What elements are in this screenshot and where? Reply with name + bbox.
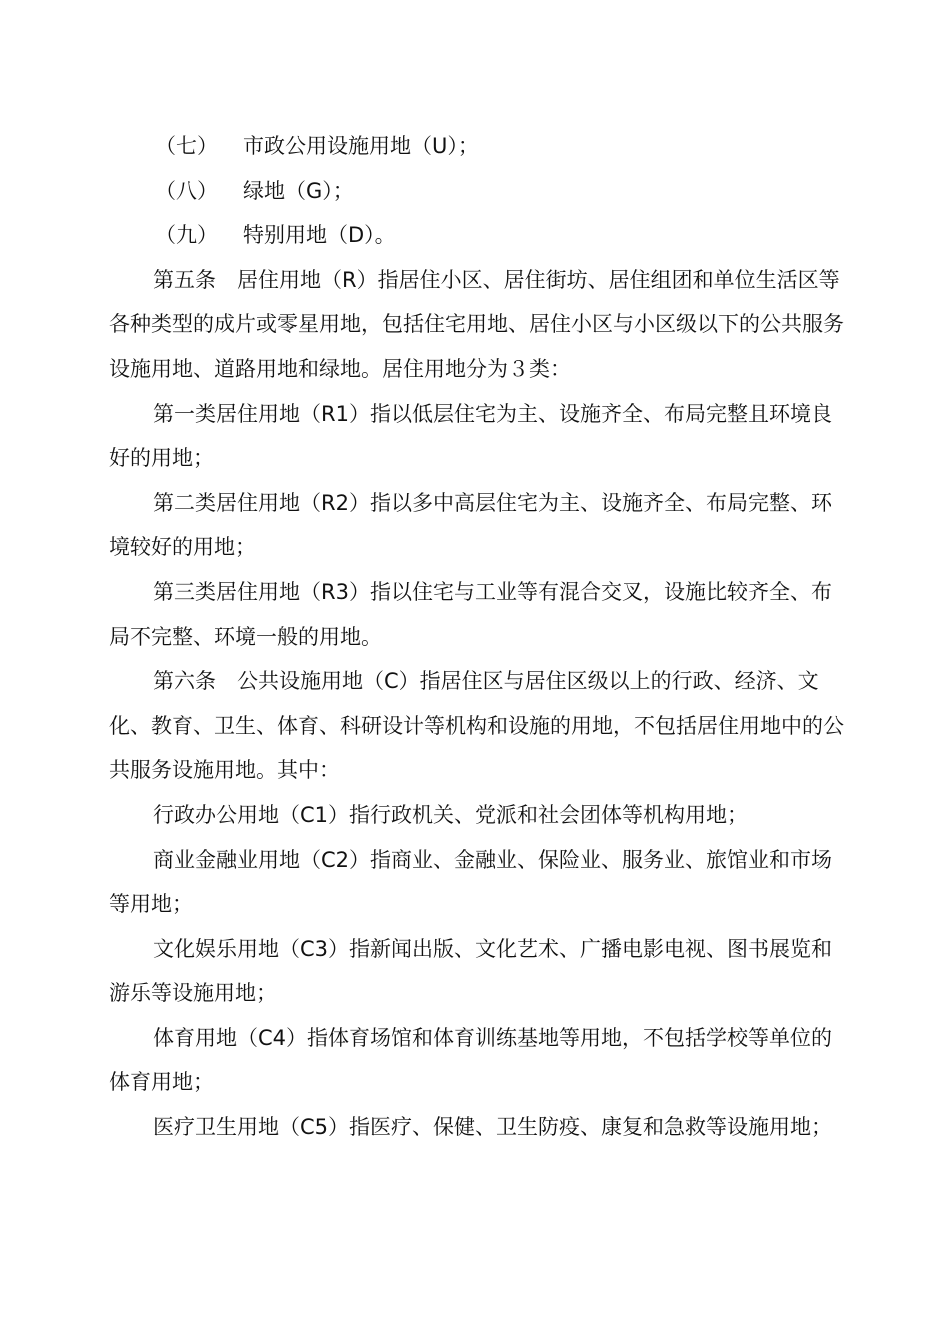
list-item-text: 特别用地（D）。	[243, 223, 396, 248]
article-6-paragraph: 第六条 公共设施用地（C）指居住区与居住区级以上的行政、经济、文化、教育、卫生、体育、科研设计等机构和设施的用地，不包括居住用地中的公共服务设施用地。其中：	[109, 669, 844, 783]
c2-definition-paragraph: 商业金融业用地（C2）指商业、金融业、保险业、服务业、旅馆业和市场等用地；	[109, 847, 833, 917]
r1-definition-paragraph: 第一类居住用地（R1）指以低层住宅为主、设施齐全、布局完整且环境良好的用地；	[109, 401, 832, 471]
list-item-number: （八）	[155, 178, 218, 203]
r3-definition-paragraph: 第三类居住用地（R3）指以住宅与工业等有混合交叉，设施比较齐全、布局不完整、环境一般的用地。	[109, 579, 832, 649]
list-item-text: 绿地（G）；	[243, 178, 354, 203]
list-item	[155, 169, 849, 214]
article-5-paragraph: 第五条 居住用地（R）指居住小区、居住街坊、居住组团和单位生活区等各种类型的成片或零星用地，包括住宅用地、居住小区与小区级以下的公共服务设施用地、道路用地和绿地。居住用地分为３类：	[109, 267, 844, 381]
c1-definition-paragraph: 行政办公用地（C1）指行政机关、党派和社会团体等机构用地；	[153, 802, 749, 827]
document-body	[109, 124, 849, 1150]
list-item-number: （九）	[155, 223, 218, 248]
r2-definition-paragraph: 第二类居住用地（R2）指以多中高层住宅为主、设施齐全、布局完整、环境较好的用地；	[109, 490, 832, 560]
c5-definition-paragraph: 医疗卫生用地（C5）指医疗、保健、卫生防疫、康复和急救等设施用地；	[153, 1115, 833, 1140]
list-item	[155, 124, 849, 169]
c4-definition-paragraph: 体育用地（C4）指体育场馆和体育训练基地等用地，不包括学校等单位的体育用地；	[109, 1025, 833, 1095]
list-item-number: （七）	[155, 134, 218, 158]
list-item-text: 市政公用设施用地（U）；	[243, 134, 479, 158]
list-item	[155, 213, 849, 258]
c3-definition-paragraph: 文化娱乐用地（C3）指新闻出版、文化艺术、广播电影电视、图书展览和游乐等设施用地；	[109, 936, 833, 1006]
